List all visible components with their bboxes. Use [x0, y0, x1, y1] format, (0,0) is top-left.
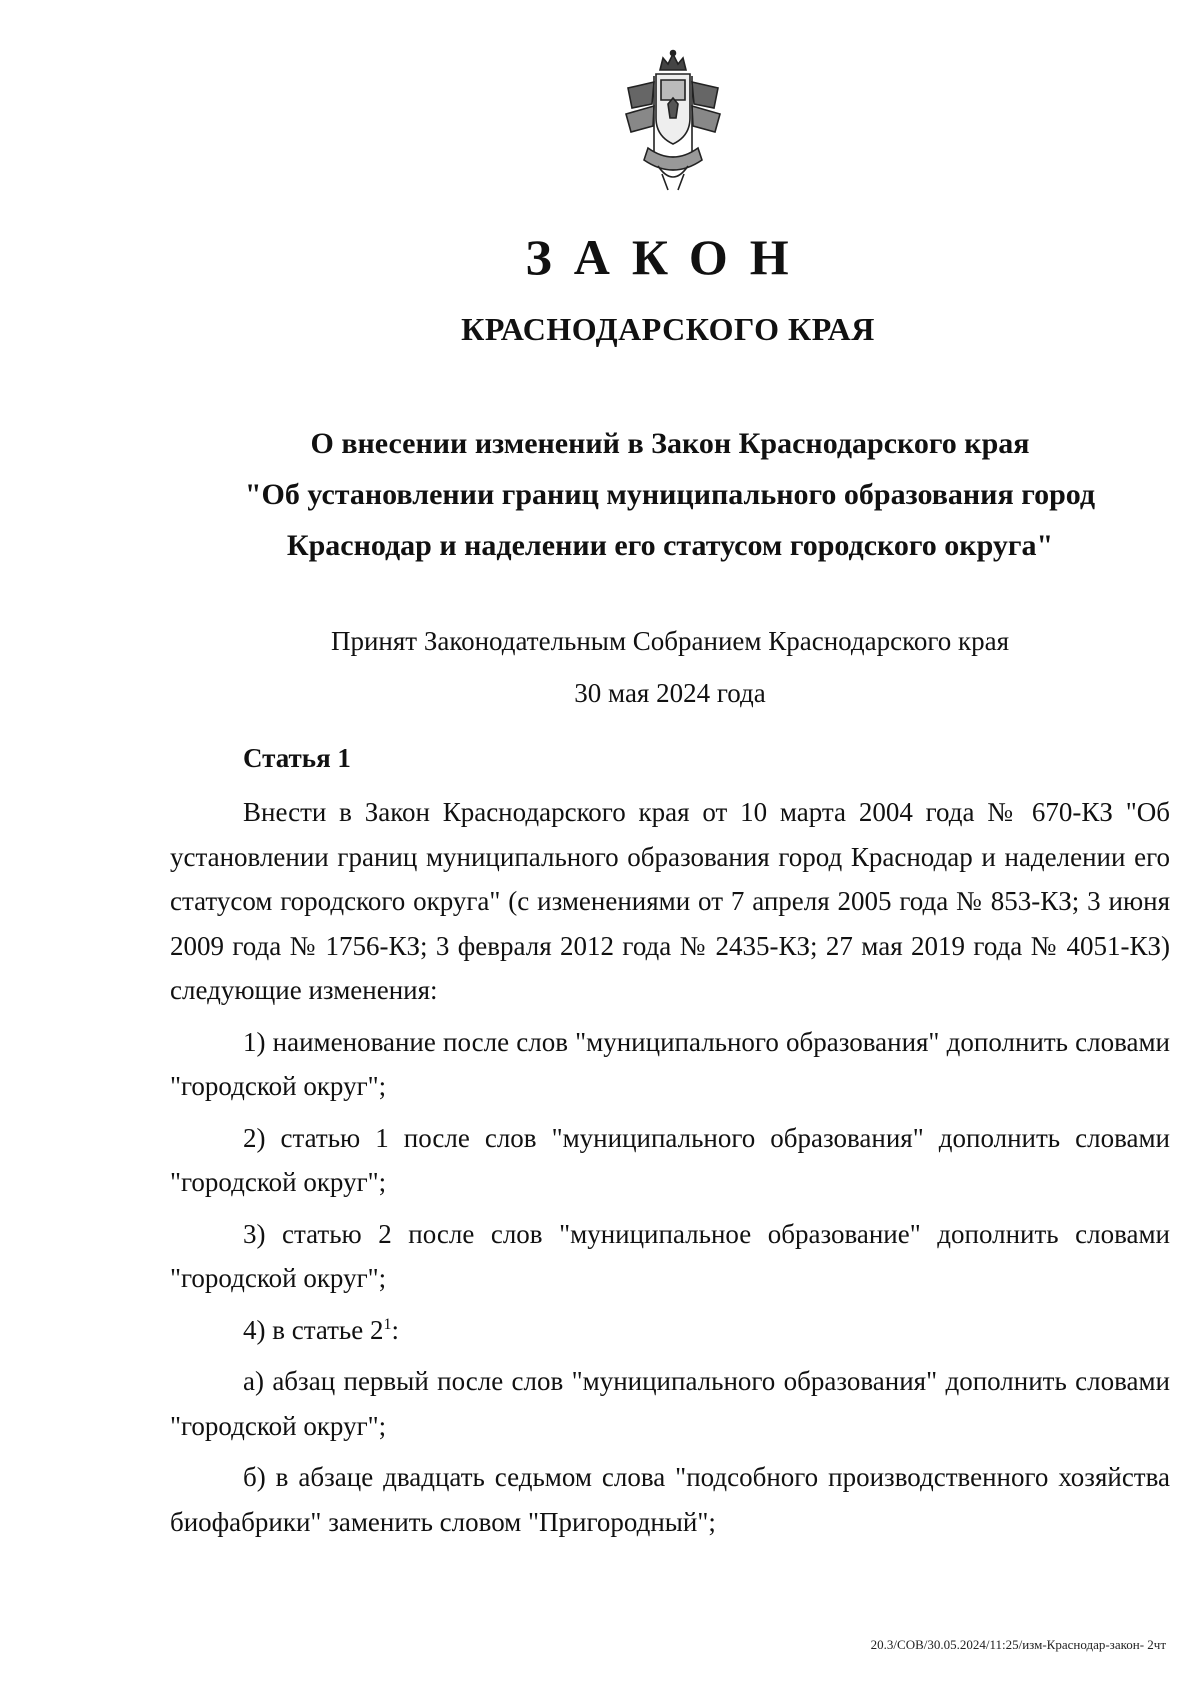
amendment-item-1: 1) наименование после слов "муниципального образования" дополнить словами "городской округ";: [170, 1026, 1170, 1101]
heading-line-3: Краснодар и наделении его статусом городского округа": [286, 529, 1054, 562]
article-body: [170, 790, 1170, 1551]
article-intro: Внести в Закон Краснодарского края от 10 марта 2004 года № 670-КЗ "Об установлении границ муниципального образования город Краснодар и наделении его статусом городского округа" (с изменениями от 7 апреля 2005 года № 853-КЗ; 3 июня 2009 года № 1756-КЗ; 3 февраля 2012 года № 2435-КЗ; 27 мая 2019 года № 4051-КЗ) следующие изменения:: [170, 797, 1170, 1005]
item-4-superscript: 1: [383, 1315, 392, 1333]
item-4-text: 4) в статье 2: [243, 1314, 384, 1345]
heading-line-2: "Об установлении границ муниципального образования город: [244, 478, 1096, 511]
item-4-colon: :: [391, 1314, 399, 1345]
amendment-item-4a: а) абзац первый после слов "муниципального образования" дополнить словами "городской округ";: [170, 1366, 1170, 1441]
amendment-item-3: 3) статью 2 после слов "муниципальное образование" дополнить словами "городской округ";: [170, 1218, 1170, 1293]
region-subtitle: КРАСНОДАРСКОГО КРАЯ: [461, 311, 875, 347]
amendment-item-4: [170, 1308, 1170, 1353]
amendment-item-4b: б) в абзаце двадцать седьмом слова "подсобного производственного хозяйства биофабрики" заменить словом "Пригородный";: [170, 1462, 1170, 1537]
adoption-date: 30 мая 2024 года: [574, 678, 766, 708]
coat-of-arms-emblem: [618, 48, 728, 193]
adoption-body: Принят Законодательным Собранием Краснодарского края: [330, 626, 1010, 656]
document-heading: [170, 418, 1170, 571]
heading-line-1: О внесении изменений в Закон Краснодарского края: [310, 427, 1030, 460]
article-title: Статья 1: [243, 743, 351, 773]
law-title: ЗАКОН: [525, 229, 811, 285]
document-footer-code: 20.3/СОВ/30.05.2024/11:25/изм-Краснодар-закон- 2чт: [870, 1637, 1166, 1652]
adoption-note: [170, 615, 1170, 719]
amendment-item-2: 2) статью 1 после слов "муниципального образования" дополнить словами "городской округ";: [170, 1122, 1170, 1197]
